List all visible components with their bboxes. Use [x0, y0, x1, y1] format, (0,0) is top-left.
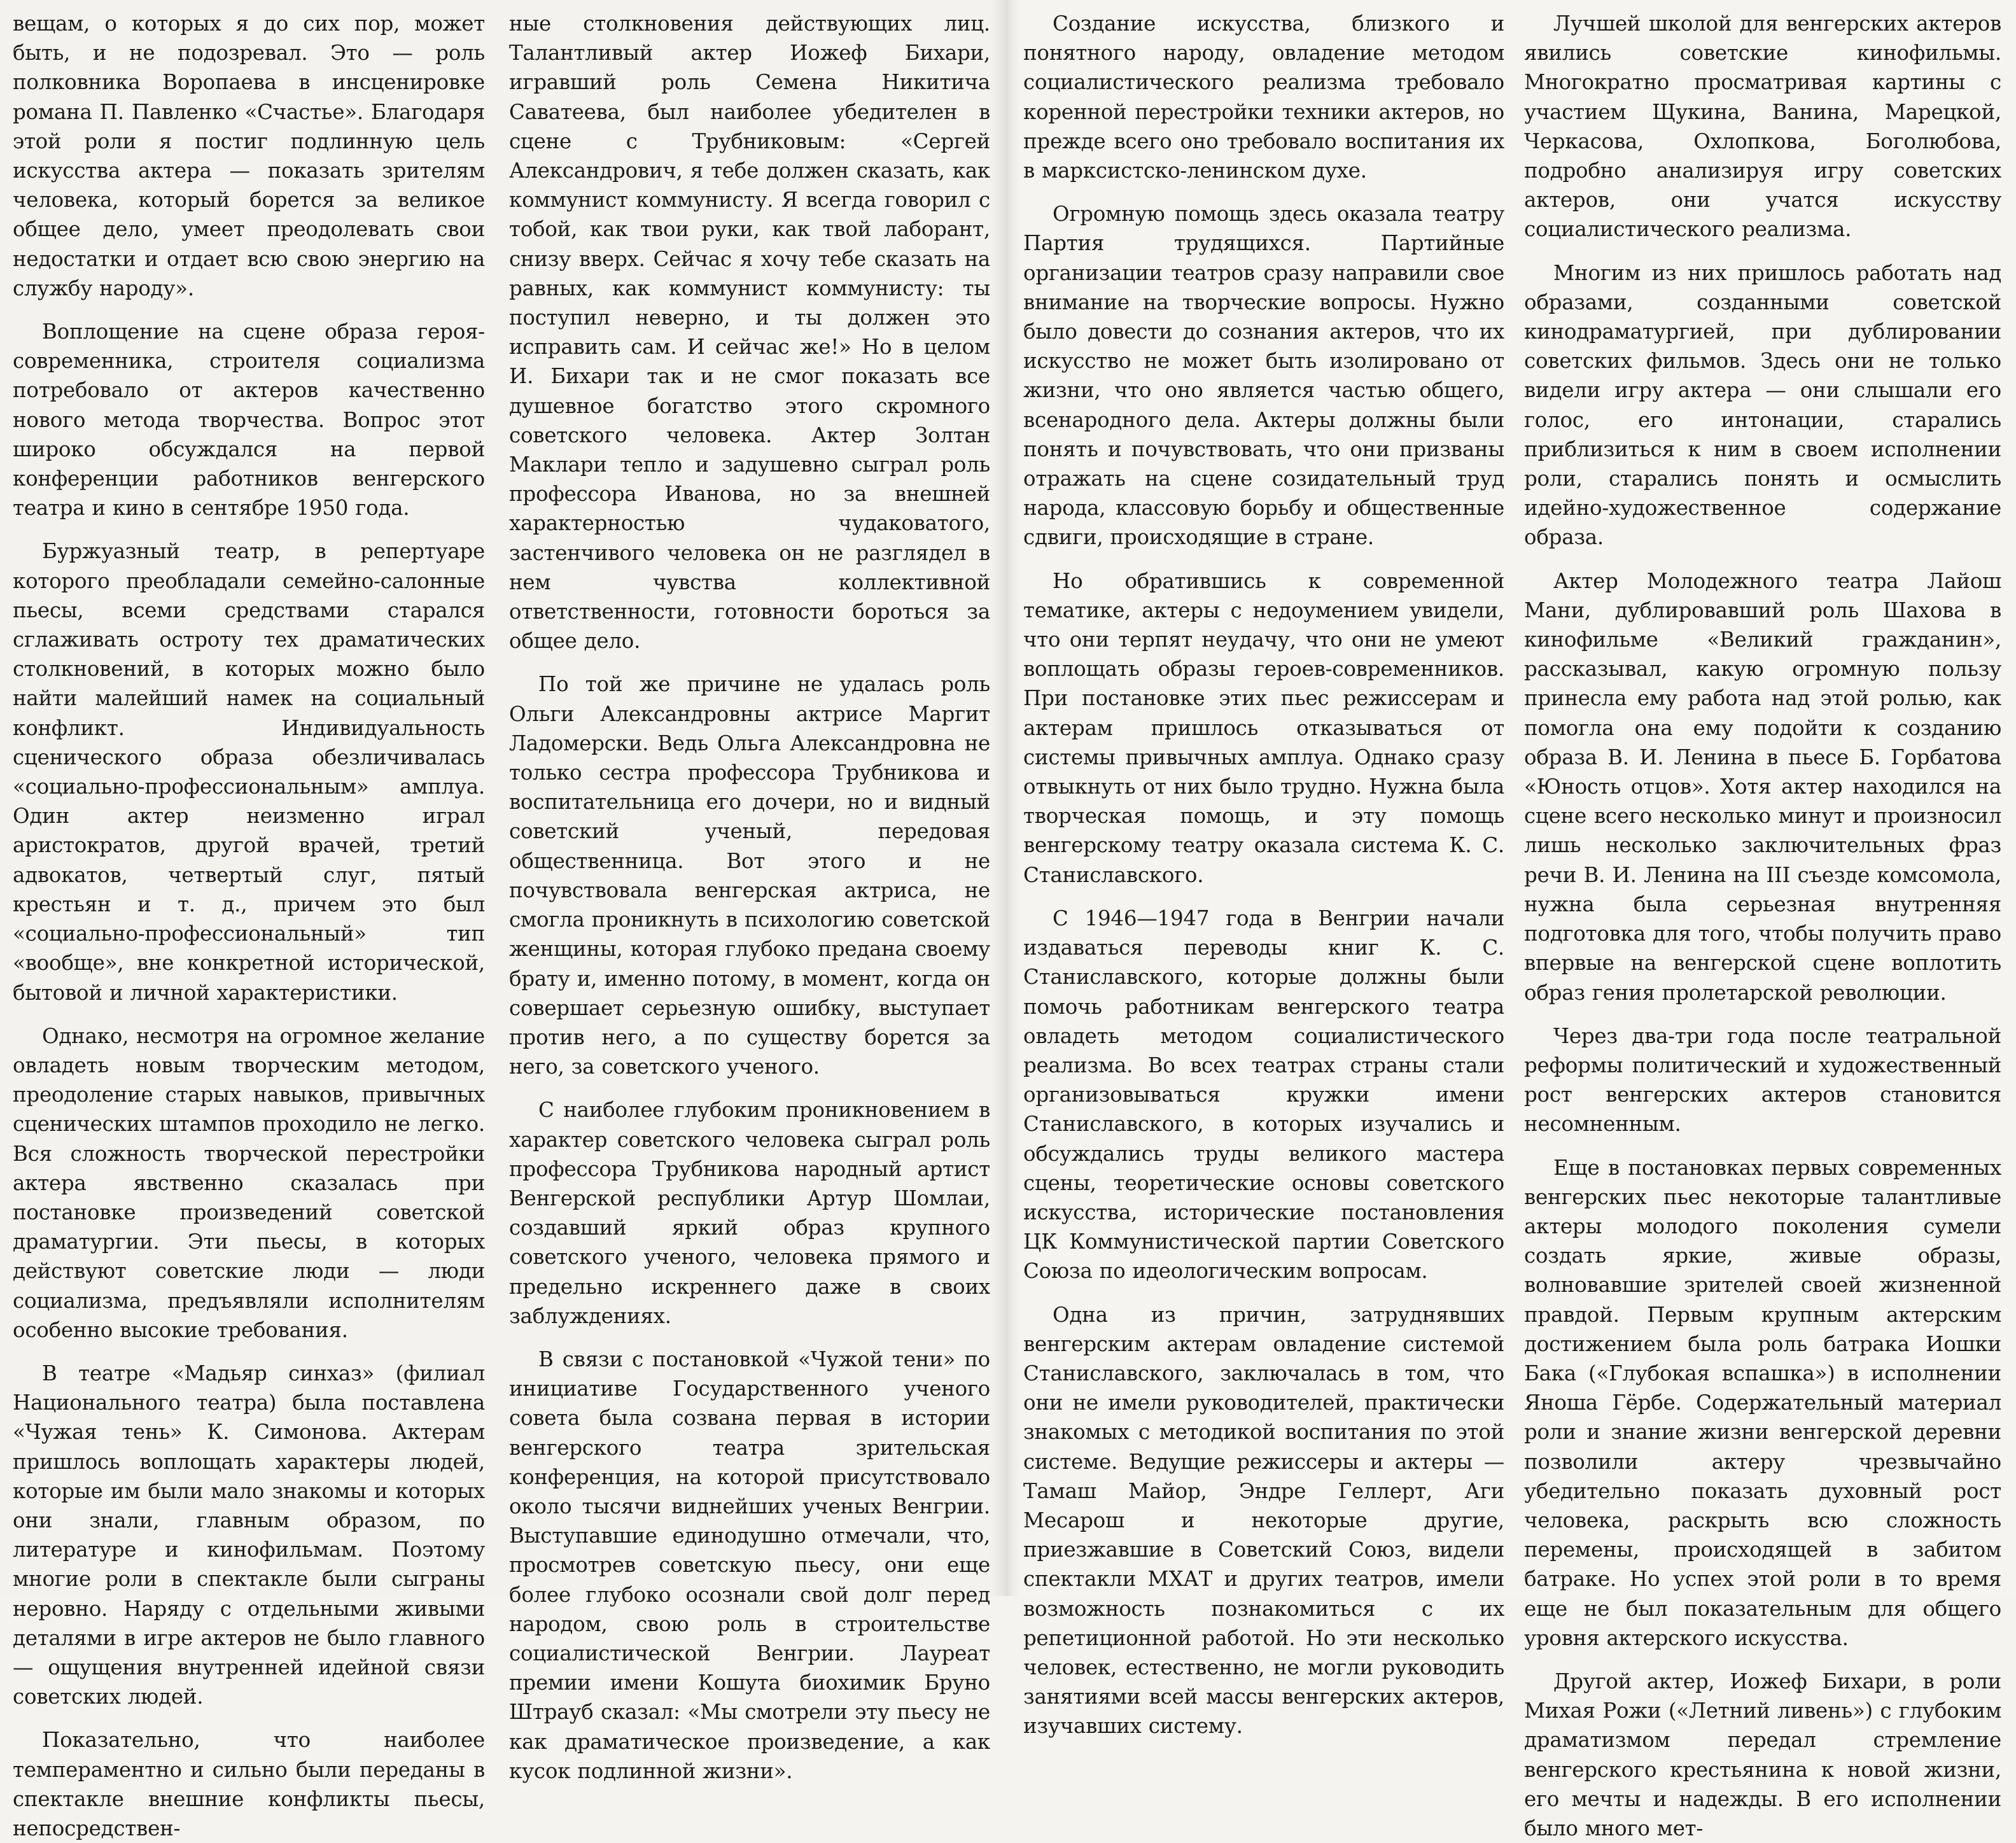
paragraph: Создание искусства, близкого и понятного народу, овладение методом социалистического реализма требовало коренной перестройки техники актеров, но прежде всего оно требовало воспитания их в марксистско-ленинском духе. — [1023, 11, 1504, 183]
paragraph: Еще в постановках первых современных венгерских пьес некоторые талантливые актеры молодого поколения сумели создать яркие, живые образы, волновавшие зрителей своей жизненной правдой. Первым крупным актерским достижением была роль батрака Иошки Бака («Глубокая вспашка») в исполнении Яноша Гёрбе. Содержательный материал роли и знание жизни венгерской деревни позволили актеру чрезвычайно убедительно показать духовный рост человека, раскрыть всю сложность перемены, происходящей в забитом батраке. Но успех этой роли в то время еще не был показательным для общего уровня актерского искусства. — [1524, 1155, 2001, 1650]
paragraph: В связи с постановкой «Чужой тени» по инициативе Государственного ученого совета была созвана первая в истории венгерского театра зрительская конференция, на которой присутствовало около тысячи виднейших ученых Венгрии. Выступавшие единодушно отмечали, что, просмотрев советскую пьесу, они еще более глубоко осознали свой долг перед народом, свою роль в строительстве социалистической Венгрии. Лауреат премии имени Кошута биохимик Бруно Штрауб сказал: «Мы смотрели эту пьесу не как драматическое произведение, а как кусок подлинной жизни». — [509, 1347, 990, 1783]
paragraph: Через два-три года после театральной реформы политический и художественный рост венгерских актеров становится несомненным. — [1524, 1023, 2001, 1137]
column-2 — [509, 9, 990, 1783]
paragraph: Показательно, что наиболее темпераментно и сильно были переданы в спектакле внешние конфликты пьесы, непосредствен- — [13, 1728, 485, 1840]
column-4 — [1524, 9, 2001, 1840]
paragraph: Буржуазный театр, в репертуаре которого преобладали семейно-салонные пьесы, всеми средствами старался сглаживать остроту тех драматических столкновений, в которых можно было найти малейший намек на социальный конфликт. Индивидуальность сценического образа обезличивалась «социально-профессиональным» амплуа. Один актер неизменно играл аристократов, другой врачей, третий адвокатов, четвертый слуг, пятый крестьян и т. д., причем это был «социально-профессиональный» тип «вообще», вне конкретной исторической, бытовой и личной характеристики. — [13, 539, 485, 1005]
paragraph: Другой актер, Иожеф Бихари, в роли Михая Рожи («Летний ливень») с глубоким драматизмом передал стремление венгерского крестьянина к новой жизни, его мечты и надежды. В его исполнении было много мет- — [1524, 1669, 2001, 1840]
right-page — [1005, 0, 2016, 1840]
paragraph: С 1946—1947 года в Венгрии начали издаваться переводы книг К. С. Станиславского, которые должны были помочь работникам венгерского театра овладеть методом социалистического реализма. Во всех театрах страны стали организовываться кружки имени Станиславского, в которых изучались и обсуждались труды великого мастера сцены, теоретические основы советского искусства, исторические постановления ЦК Коммунистической партии Советского Союза по идеологическим вопросам. — [1023, 906, 1504, 1284]
paragraph: Но обратившись к современной тематике, актеры с недоумением увидели, что они терпят неудачу, что они не умеют воплощать образы героев-современников. При постановке этих пьес режиссерам и актерам пришлось отказываться от системы привычных амплуа. Однако сразу отвыкнуть от них было трудно. Нужна была творческая помощь, и эту помощь венгерскому театру оказала система К. С. Станиславского. — [1023, 568, 1504, 887]
paragraph: ные столкновения действующих лиц. Талантливый актер Иожеф Бихари, игравший роль Семена Никитича Саватеева, был наиболее убедителен в сцене с Трубниковым: «Сергей Александрович, я тебе должен сказать, как коммунист коммунисту. Я всегда говорил с тобой, как твои руки, как твой лаборант, снизу вверх. Сейчас я хочу тебе сказать на равных, как коммунист коммунисту: ты поступил неверно, и ты должен это исправить сам. И сейчас же!» Но в целом И. Бихари так и не смог показать все душевное богатство этого скромного советского человека. Актер Золтан Маклари тепло и задушевно сыграл роль профессора Иванова, но за внешней характерностью чудаковатого, застенчивого человека он не разглядел в нем чувства коллективной ответственности, готовности бороться за общее дело. — [509, 11, 990, 654]
paragraph: вещам, о которых я до сих пор, может быть, и не подозревал. Это — роль полковника Воропаева в инсценировке романа П. Павленко «Счастье». Благодаря этой роли я постиг подлинную цель искусства актера — показать зрителям человека, который борется за великое общее дело, умеет преодолевать свои недостатки и отдает всю свою энергию на службу народу». — [13, 11, 485, 300]
left-page — [0, 0, 1005, 1840]
column-3 — [1023, 9, 1504, 1739]
column-1 — [13, 9, 485, 1840]
paragraph: Однако, несмотря на огромное желание овладеть новым творческим методом, преодоление старых навыков, привычных сценических штампов проходило не легко. Вся сложность творческой перестройки актера явственно сказалась при постановке произведений советской драматургии. Эти пьесы, в которых действуют советские люди — люди социализма, предъявляли исполнителям особенно высокие требования. — [13, 1023, 485, 1342]
paragraph: Актер Молодежного театра Лайош Мани, дублировавший роль Шахова в кинофильме «Великий гражданин», рассказывал, какую огромную пользу принесла ему работа над этой ролью, как помогла она ему подойти к созданию образа В. И. Ленина в пьесе Б. Горбатова «Юность отцов». Хотя актер находился на сцене всего несколько минут и произносил лишь несколько заключительных фраз речи В. И. Ленина на III съезде комсомола, нужна была серьезная внутренняя подготовка для того, чтобы получить право впервые на венгерской сцене воплотить образ гения пролетарской революции. — [1524, 568, 2001, 1005]
paragraph: Воплощение на сцене образа героя-современника, строителя социализма потребовало от актеров качественно нового метода творчества. Вопрос этот широко обсуждался на первой конференции работников венгерского театра и кино в сентябре 1950 года. — [13, 319, 485, 521]
paragraph: В театре «Мадьяр синхаз» (филиал Национального театра) была поставлена «Чужая тень» К. Симонова. Актерам пришлось воплощать характеры людей, которые им были мало знакомы и которых они знали, главным образом, по литературе и кинофильмам. Поэтому многие роли в спектакле были сыграны неровно. Наряду с отдельными живыми деталями в игре актеров не было главного — ощущения внутренней идейной связи советских людей. — [13, 1361, 485, 1709]
paragraph: Огромную помощь здесь оказала театру Партия трудящихся. Партийные организации театров сразу направили свое внимание на творческие вопросы. Нужно было довести до сознания актеров, что их искусство не может быть изолировано от жизни, что оно является частью общего, всенародного дела. Актеры должны были понять и почувствовать, что они призваны отражать на сцене созидательный труд народа, классовую борьбу и общественные сдвиги, происходящие в стране. — [1023, 202, 1504, 550]
paragraph: По той же причине не удалась роль Ольги Александровны актрисе Маргит Ладомерски. Ведь Ольга Александровна не только сестра профессора Трубникова и воспитательница его дочери, но и видный советский ученый, передовая общественница. Вот этого и не почувствовала венгерская актриса, не смогла проникнуть в психологию советской женщины, которая глубоко предана своему брату и, именно потому, в момент, когда он совершает серьезную ошибку, выступает против него, а по существу борется за него, за советского ученого. — [509, 672, 990, 1079]
paragraph: Одна из причин, затруднявших венгерским актерам овладение системой Станиславского, заключалась в том, что они не имели руководителей, практически знакомых с методикой воспитания по этой системе. Ведущие режиссеры и актеры — Тамаш Майор, Эндре Геллерт, Аги Месарош и некоторые другие, приезжавшие в Советский Союз, видели спектакли МХАТ и других театров, имели возможность познакомиться с их репетиционной работой. Но эти несколько человек, естественно, не могли руководить занятиями всей массы венгерских актеров, изучавших систему. — [1023, 1302, 1504, 1739]
paragraph: С наиболее глубоким проникновением в характер советского человека сыграл роль профессора Трубникова народный артист Венгерской республики Артур Шомлаи, создавший яркий образ крупного советского ученого, человека прямого и предельно искреннего даже в своих заблуждениях. — [509, 1098, 990, 1328]
paragraph: Лучшей школой для венгерских актеров явились советские кинофильмы. Многократно просматривая картины с участием Щукина, Ванина, Марецкой, Черкасова, Охлопкова, Боголюбова, подробно анализируя игру советских актеров, они учатся искусству социалистического реализма. — [1524, 11, 2001, 242]
paragraph: Многим из них пришлось работать над образами, созданными советской кинодраматургией, при дублировании советских фильмов. Здесь они не только видели игру актера — они слышали его голос, его интонации, старались приблизиться к ним в своем исполнении роли, старались понять и осмыслить идейно-художественное содержание образа. — [1524, 260, 2001, 550]
